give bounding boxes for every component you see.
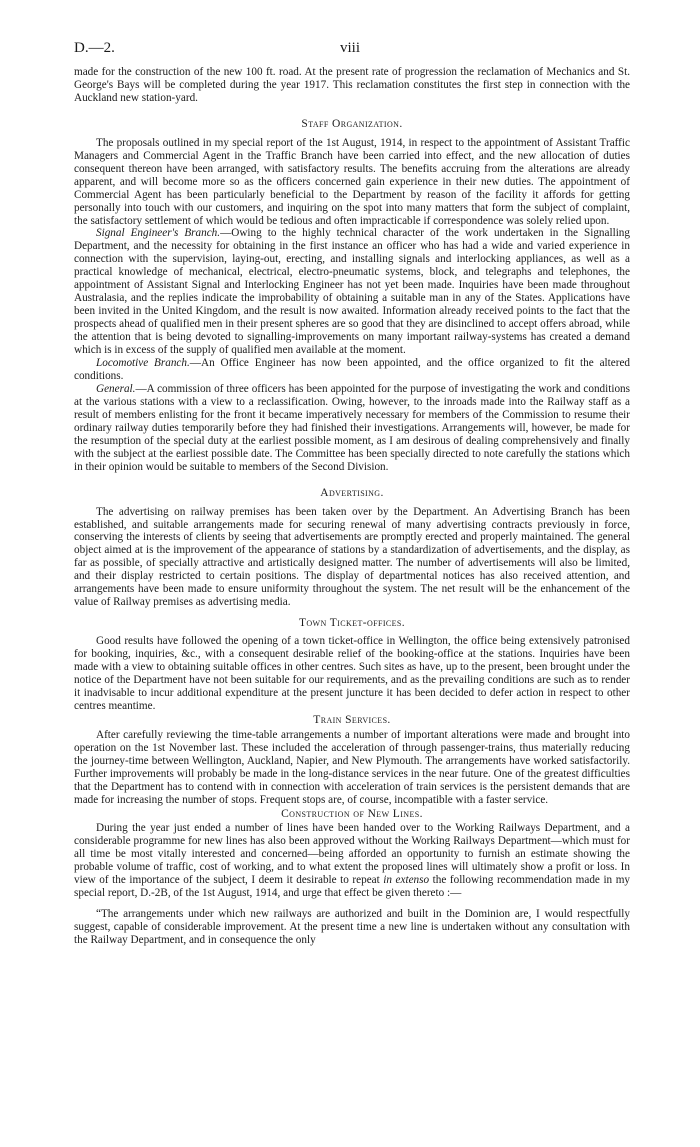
- document-reference: D.—2.: [74, 40, 115, 56]
- in-extenso-phrase: in extenso: [383, 874, 430, 887]
- signal-engineer-paragraph: [74, 227, 630, 357]
- construction-heading: Construction of New Lines.: [281, 807, 423, 820]
- locomotive-branch-text: —An Office Engineer has now been appointed, and the office organized to fit the altered conditions.: [74, 357, 630, 382]
- train-services-heading: Train Services.: [313, 713, 391, 726]
- staff-paragraph: The proposals outlined in my special report of the 1st August, 1914, in respect to the appointment of Assistant Traffic Managers and Commercial Agent in the Traffic Branch have been carried into effect, and the new allocation of duties consequent thereon have been arranged, with satisfactory results. The benefits accruing from the alterations are already apparent, and will become more so as the officers concerned gain experience in their new duties. The appointment of Commercial Agent has been particularly beneficial to the Department by reason of the facility it affords for getting personally into touch with our customers, and inquiring on the spot into many matters that form the subject of complaint, the satisfactory settlement of which would be tedious and often impracticable if correspondence was solely relied upon.: [74, 136, 630, 227]
- locomotive-branch-title: Locomotive Branch.: [96, 357, 190, 370]
- advertising-paragraph: The advertising on railway premises has been taken over by the Department. An Advertising Branch has been established, and suitable arrangements made for securing renewal of many advertising contracts previously in force, conserving the interests of clients by seeing that advertisements are promptly erected and properly maintained. The general object aimed at is the improvement of the appearance of stations by a standardization of advertisements, and the display, as far as possible, of specially attractive and artistically designed matter. The number of advertisements will also be limited, and their display restricted to certain positions. The display of departmental notices has also received attention, and arrangements have been made to ensure uniformity throughout the system. The net result will be the enhancement of the value of Railway premises as advertising media.: [74, 505, 630, 609]
- quoted-recommendation: “The arrangements under which new railways are authorized and built in the Dominion are, I would respectfully suggest, capable of considerable improvement. At the present time a new line is undertaken without any consultation with the Railway Department, and in consequence the only: [74, 908, 630, 947]
- intro-paragraph: made for the construction of the new 100 ft. road. At the present rate of progression the reclamation of Mechanics and St. George's Bays will be completed during the year 1917. This reclamation constitutes the first step in connection with the Auckland new station-yard.: [74, 66, 630, 104]
- construction-text-start: During the year just ended a number of lines have been handed over to the Working Railways Department, and a considerable programme for new lines has also been approved without the Working Railways Department—which must for all time be most vitally interested and concerned—being afforded an opportunity to furnish an estimate showing the probable volume of traffic, cost of working, and to what extent the proposed lines will ultimately show a profit or loss. In view of the importance of the subject, I deem it desirable to repeat: [74, 822, 630, 887]
- advertising-heading: Advertising.: [320, 486, 384, 499]
- body-text: [74, 66, 630, 947]
- construction-paragraph: [74, 822, 630, 900]
- general-title: General.: [96, 382, 136, 395]
- town-ticket-offices-paragraph: Good results have followed the opening of a town ticket-office in Wellington, the office being extensively patronised for booking, inquiries, &c., with a consequent desirable relief of the booking-office at the stations. Inquiries have been made with a view to obtaining suitable offices in other centres. Such sites as have, up to the present, been brought under the notice of the Department have not been suitable for our requirements, and as the prevailing conditions are such as to render it inadvisable to incur additional expenditure at the present juncture it has been decided to defer action in respect to other centres meantime.: [74, 635, 630, 712]
- general-paragraph: [74, 383, 630, 474]
- general-text: —A commission of three officers has been appointed for the purpose of investigating the work and conditions at the various stations with a view to a reclassification. Owing, however, to the inroads made into the Railway staff as a result of members enlisting for the front it became imperatively necessary for members of the Commission to resume their ordinary railway duties temporarily before they had finished their investigations. Arrangements will, however, be made for the resumption of the special duty at the earliest possible moment, as I am desirous of dealing comprehensively and finally with the subject at the earliest possible date. The Committee has been specially directed to note carefully the stations which in their opinion would be suitable to members of the Second Division.: [74, 382, 630, 473]
- page-header: [74, 40, 626, 62]
- construction-text-end: the following recommendation made in my special report, D.-2B, of the 1st August, 1914, and urge that effect be given thereto :—: [74, 874, 631, 900]
- signal-engineer-title: Signal Engineer's Branch.: [96, 227, 221, 240]
- train-services-paragraph: After carefully reviewing the time-table arrangements a number of important alterations were made and brought into operation on the 1st November last. These included the acceleration of through passenger-trains, thus materially reducing the journey-time between Wellington, Auckland, Napier, and New Plymouth. The arrangements have worked satisfactorily. Further improvements will probably be made in the long-distance services in the near future. One of the greatest difficulties that the Department has to contend with in connection with acceleration of train services is the persistent demands that are made for increasing the number of stops. Frequent stops are, of course, incompatible with a faster service.: [74, 728, 630, 806]
- staff-organization-heading: Staff Organization.: [301, 117, 403, 130]
- signal-engineer-text: —Owing to the highly technical character of the work undertaken in the Signalling Department, and the necessity for obtaining in the first instance an officer who has had a wide and varied experience in connection with the supervision, laying-out, erecting, and installing signals and interlocking appliances, as well as a practical knowledge of mechanical, electrical, electro-pneumatic systems, block, and telegraphs and telephones, the appointment of Assistant Signal and Interlocking Engineer has not yet been made. Inquiries have been made throughout Australasia, and the replies indicate the improbability of obtaining a suitable man in any of the States. Applications have been invited in the United Kingdom, and the result is now awaited. Information already received points to the fact that the prospects ahead of qualified men in their present spheres are so good that they are disinclined to accept offers abroad, while the attention that is being devoted to signalling-improvements on many important railway-systems has created a demand which is in excess of the supply of qualified men available at the moment.: [74, 227, 630, 357]
- page-number: viii: [339, 40, 360, 56]
- locomotive-branch-paragraph: [74, 357, 630, 383]
- town-ticket-offices-heading: Town Ticket-offices.: [298, 617, 406, 630]
